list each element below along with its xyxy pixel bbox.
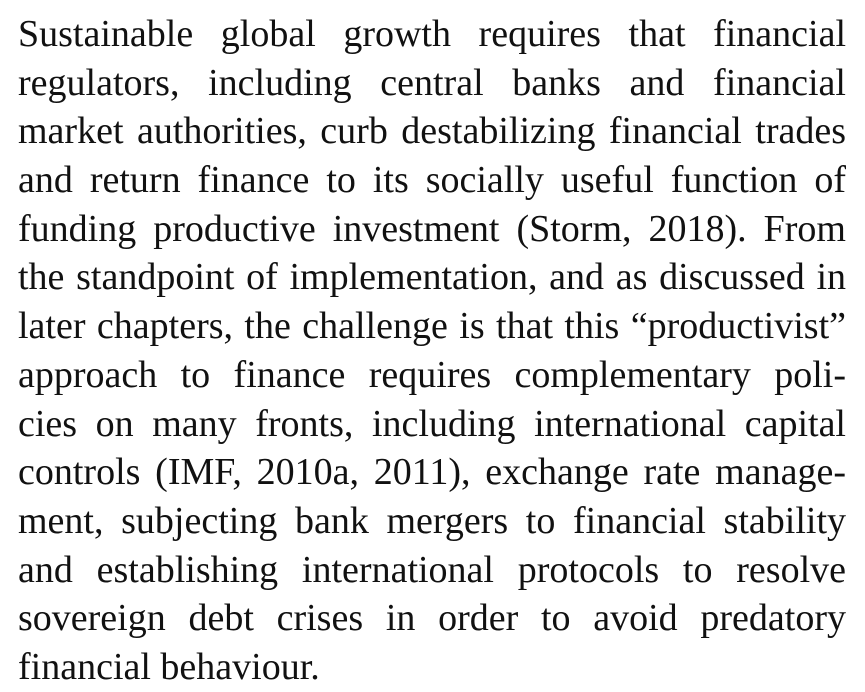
paragraph-line-8: approach to finance requires complementary poli- bbox=[18, 353, 846, 396]
paragraph-line-12: and establishing international protocols to resolve bbox=[18, 548, 846, 591]
paragraph-line-14: financial behaviour. bbox=[18, 645, 320, 688]
paragraph-line-9: cies on many fronts, including international capital bbox=[18, 402, 846, 445]
paragraph-line-3: market authorities, curb destabilizing financial trades bbox=[18, 110, 846, 153]
paragraph-line-1: Sustainable global growth requires that financial bbox=[18, 13, 846, 55]
document-page bbox=[18, 10, 848, 688]
paragraph-line-7: later chapters, the challenge is that this “productivist” bbox=[18, 305, 846, 348]
body-paragraph bbox=[18, 10, 848, 692]
paragraph-line-6: the standpoint of implementation, and as discussed in bbox=[18, 256, 846, 299]
paragraph-line-11: ment, subjecting bank mergers to financial stability bbox=[18, 499, 846, 542]
paragraph-line-2: regulators, including central banks and financial bbox=[18, 61, 846, 104]
paragraph-line-4: and return finance to its socially useful function of bbox=[18, 159, 846, 202]
paragraph-line-5: funding productive investment (Storm, 2018). From bbox=[18, 207, 846, 250]
paragraph-line-10: controls (IMF, 2010a, 2011), exchange rate manage- bbox=[18, 451, 846, 494]
paragraph-line-13: sovereign debt crises in order to avoid predatory bbox=[18, 597, 846, 640]
